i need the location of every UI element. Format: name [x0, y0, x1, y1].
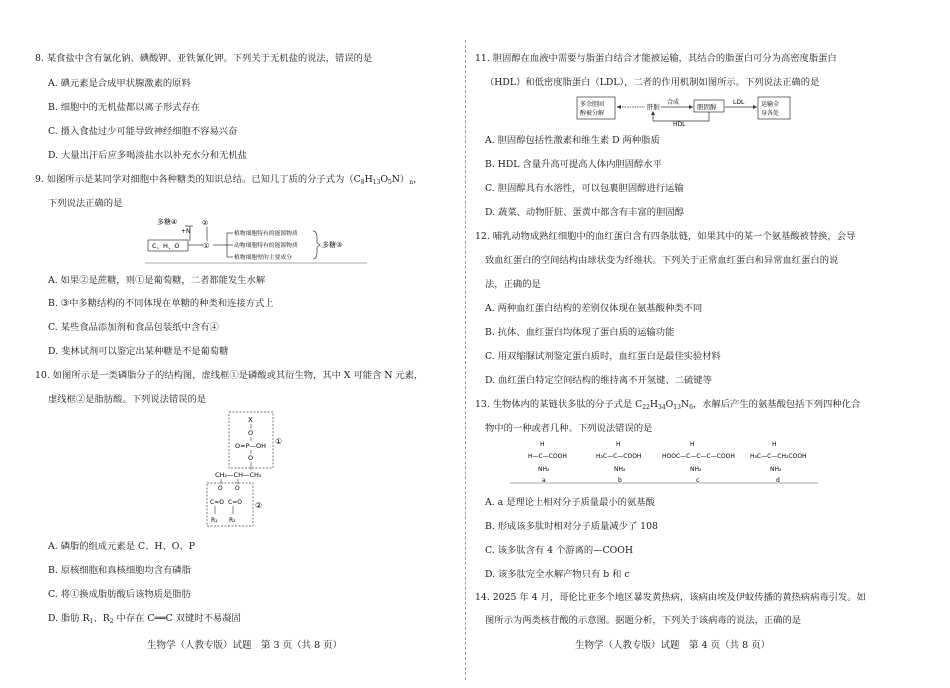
page-footer-right: 生物学（人教专版）试题 第 4 页（共 8 页） [575, 640, 771, 651]
q14-stem-cont: 图所示为两类核苷酸的示意图。据题分析，下列关于该病毒的说法，正确的是 [485, 615, 802, 626]
label-circle1: ① [275, 437, 283, 446]
b-nh2: NH₂ [614, 466, 626, 473]
amino-acid-diagram [510, 438, 820, 484]
q10-option-b: B. 原核细胞和真核细胞均含有磷脂 [48, 565, 191, 576]
d-h-top: H [772, 441, 777, 448]
elements-label: C、H、O [152, 242, 180, 250]
q11-option-a: A. 胆固醇包括性激素和维生素 D 两种脂质 [485, 135, 660, 146]
q13-option-b: B. 形成该多肽时相对分子质量减少了 108 [485, 521, 658, 532]
q11-option-d: D. 蔬菜、动物肝脏、蛋黄中都含有丰富的胆固醇 [485, 207, 684, 218]
q9-option-b: B. ③中多糖结构的不同体现在单糖的种类和连接方式上 [48, 298, 274, 309]
q13-option-d: D. 该多肽完全水解产物只有 b 和 c [485, 569, 630, 580]
q11-option-b: B. HDL 含量升高可提高人体内胆固醇水平 [485, 159, 662, 170]
co-label-1: C=O [210, 499, 224, 506]
branch3-label: 植物细胞壁的主要成分 [234, 255, 292, 261]
a-row: H—C—COOH [528, 453, 567, 460]
q12-stem-cont2: 法，正确的是 [485, 279, 541, 290]
q9-stem-cont: 下列说法正确的是 [48, 198, 123, 209]
page-footer-left: 生物学（人教专版）试题 第 3 页（共 8 页） [147, 640, 343, 651]
ldl-label: LDL [733, 99, 745, 106]
q12-option-d: D. 血红蛋白特定空间结构的维持离不开氢键、二硫键等 [485, 375, 712, 386]
page-divider [465, 40, 466, 680]
polysaccharide3-label: 多糖③ [322, 241, 343, 249]
r2-label: R₂ [229, 517, 236, 524]
label-b: b [618, 477, 622, 484]
q10-stem: 10. 如图所示是一类磷脂分子的结构图，虚线框①是磷酸或其衍生物，其中 X 可能含 N 元素， [35, 370, 424, 381]
q8-option-b: B. 细胞中的无机盐都以离子形式存在 [48, 102, 201, 113]
o-label-4: O [235, 485, 240, 492]
q14-stem: 14. 2025 年 4 月，哥伦比亚多个地区暴发黄热病，该病由埃及伊蚊传播的黄热病病毒引发。如 [475, 592, 866, 603]
box-decompose-line1: 多余胆固 [580, 101, 605, 108]
cholesterol-diagram [575, 93, 805, 127]
d-row: H₃C—C—CH₂COOH [750, 453, 807, 460]
q8-option-a: A. 碘元素是合成甲状腺激素的原料 [48, 78, 191, 89]
o-label-1: O [248, 429, 254, 437]
q13-option-a: A. a 是理论上相对分子质量最小的氨基酸 [485, 497, 655, 508]
label-circle2: ② [255, 501, 263, 510]
o-label-3: O [218, 485, 223, 492]
box-transport-line2: 身各处 [761, 110, 780, 117]
label-d: d [776, 477, 780, 484]
co-label-2: C=O [228, 499, 242, 506]
q8-stem: 8. 某食盐中含有氯化钠、碘酸钾、亚铁氰化钾。下列关于无机盐的说法，错误的是 [35, 53, 373, 64]
sugar-diagram [145, 214, 370, 264]
r1-label: R₁ [211, 517, 218, 524]
hdl-label: HDL [673, 121, 686, 127]
q13-stem: 13. 生物体内的某链状多肽的分子式是 $C_{22}H_{34}O_{13}N_6$，水解后产生的氨基酸包括下列四种化合 [475, 399, 861, 411]
q10-option-c: C. 将①换成脂肪酸后该物质是脂肪 [48, 589, 191, 600]
c-row: HOOC—C—C—C—COOH [662, 453, 735, 460]
q8-option-c: C. 摄入食盐过少可能导致神经细胞不容易兴奋 [48, 126, 238, 137]
q10-stem-cont: 虚线框②是脂肪酸。下列说法错误的是 [48, 394, 207, 405]
a-h-top: H [540, 441, 545, 448]
q12-option-b: B. 抗体、血红蛋白均体现了蛋白质的运输功能 [485, 327, 675, 338]
b-row: H₃C—C—COOH [596, 453, 642, 460]
q10-option-a: A. 磷脂的组成元素是 C、H、O、P [48, 541, 195, 552]
liver-label: 肝脏 [647, 103, 660, 111]
q12-option-c: C. 用双缩脲试剂鉴定蛋白质时，血红蛋白是最佳实验材料 [485, 351, 721, 362]
o-label-2: O [248, 454, 254, 462]
q12-stem: 12. 哺乳动物成熟红细胞中的血红蛋白含有四条肽链，如果其中的某一个氨基酸被替换，会导 [475, 231, 856, 242]
right-page [475, 0, 950, 688]
box-decompose-line2: 醇被分解 [580, 110, 605, 117]
q9-option-c: C. 某些食品添加剂和食品包装纸中含有④ [48, 322, 219, 333]
q11-option-c: C. 胆固醇具有水溶性，可以包裹胆固醇进行运输 [485, 183, 684, 194]
c-h-top: H [690, 441, 695, 448]
q10-option-d: D. 脂肪 $R_1$、$R_2$ 中存在 C══C 双键时不易凝固 [48, 613, 241, 625]
glycerol-label: CH₂—CH—CH₂ [215, 471, 262, 479]
polysaccharide4-label: 多糖④ [157, 218, 178, 226]
left-page [0, 0, 460, 688]
circle2-label: ② [202, 219, 209, 227]
q9-option-a: A. 如果②是蔗糖，则①是葡萄糖，二者都能发生水解 [48, 275, 266, 286]
d-nh2: NH₂ [770, 466, 782, 473]
a-nh2: NH₂ [538, 466, 550, 473]
q9-stem: 9. 如图所示是某同学对细胞中各种糖类的知识总结。已知几丁质的分子式为$(C_8H_{13}O_5N)_n$， [35, 174, 423, 186]
synth-label: 合成 [667, 99, 680, 106]
circle1-label: ① [203, 242, 210, 250]
q11-stem: 11. 胆固醇在血液中需要与脂蛋白结合才能被运输，其结合的脂蛋白可分为高密度脂蛋白 [475, 53, 837, 64]
q13-option-c: C. 该多肽含有 4 个游离的—COOH [485, 545, 633, 556]
cholesterol-label: 胆固醇 [697, 103, 717, 111]
b-h-top: H [616, 441, 621, 448]
c-nh2: NH₂ [690, 466, 702, 473]
q12-stem-cont1: 致血红蛋白的空间结构由球状变为纤维状。下列关于正常血红蛋白和异常血红蛋白的说 [485, 255, 839, 266]
branch2-label: 动物细胞特有的能源物质 [234, 243, 298, 249]
box-transport-line1: 运输全 [761, 101, 780, 108]
p-oh-label: O=P—OH [235, 442, 266, 450]
q9-option-d: D. 斐林试剂可以鉴定出某种糖是不是葡萄糖 [48, 346, 229, 357]
q13-stem-cont: 物中的一种或者几种。下列说法错误的是 [485, 423, 653, 434]
branch1-label: 植物细胞特有的能源物质 [234, 231, 298, 237]
q8-option-d: D. 大量出汗后应多喝淡盐水以补充水分和无机盐 [48, 150, 247, 161]
phospholipid-diagram [195, 410, 295, 528]
plus-n-label: +N [181, 228, 191, 235]
label-c: c [696, 477, 700, 484]
q11-stem-cont: （HDL）和低密度脂蛋白（LDL），二者的作用机制如图所示。下列说法正确的是 [485, 77, 820, 88]
label-a: a [542, 477, 546, 484]
q12-option-a: A. 两种血红蛋白结构的差别仅体现在氨基酸种类不同 [485, 303, 703, 314]
x-label: X [248, 416, 253, 424]
